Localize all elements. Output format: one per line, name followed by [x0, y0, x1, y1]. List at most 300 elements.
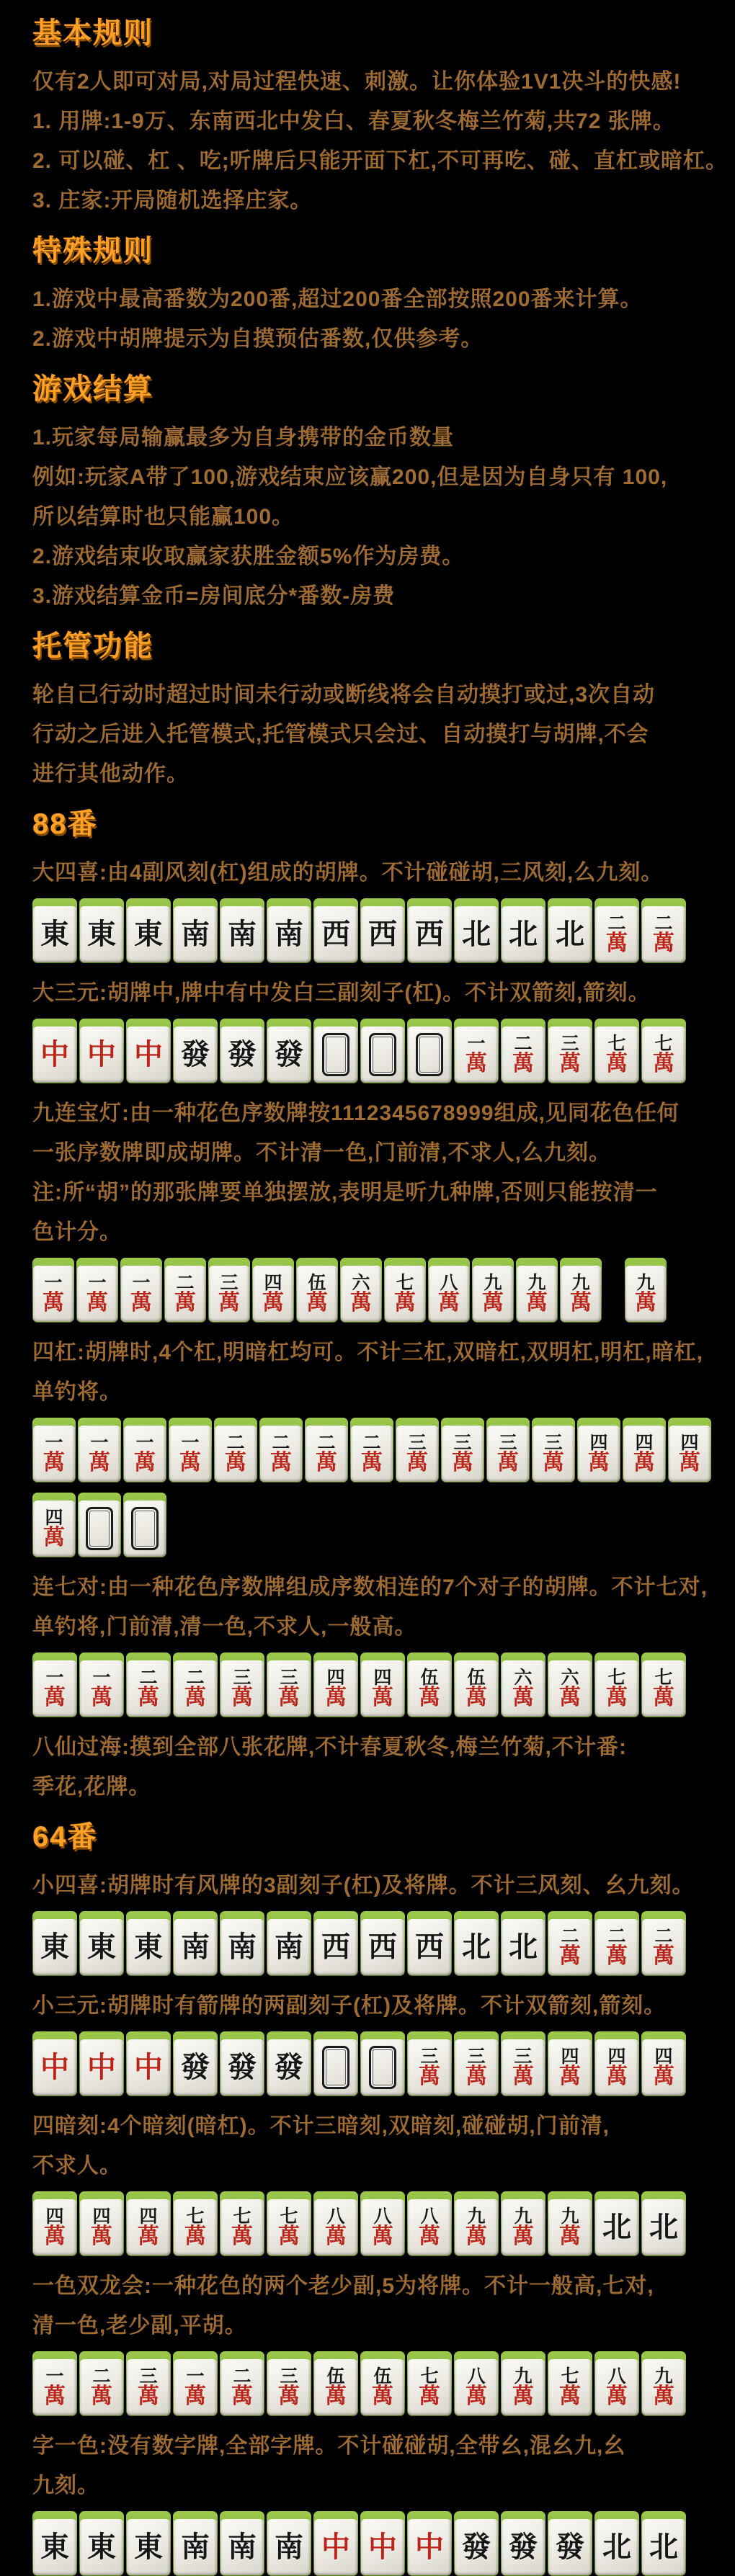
tile-face — [533, 1426, 574, 1482]
tile-face — [260, 1426, 302, 1482]
tile-face — [314, 1660, 357, 1717]
wan-glyph: 萬 — [419, 2384, 440, 2409]
tile-wan-3 — [396, 1418, 439, 1482]
wan-glyph: 萬 — [44, 1685, 66, 1710]
tile-wan-9 — [548, 2191, 592, 2256]
tile-face — [548, 2519, 592, 2575]
tile-number-glyph: 九 — [527, 1272, 546, 1293]
wan-glyph: 萬 — [316, 1450, 337, 1475]
tile-face — [33, 1027, 76, 1083]
tile-face — [642, 2519, 685, 2575]
tile-south-wind — [173, 2511, 218, 2576]
wan-glyph: 萬 — [466, 2224, 487, 2249]
tile-face — [642, 2199, 685, 2255]
wan-glyph: 萬 — [606, 931, 628, 956]
tile-face — [33, 1501, 75, 1557]
wan-glyph: 萬 — [89, 1450, 110, 1475]
wan-glyph: 萬 — [653, 1051, 674, 1076]
rule-text-line: 2.游戏中胡牌提示为自摸预估番数,仅供参考。 — [32, 327, 484, 351]
tile-face — [220, 906, 264, 962]
tile-face — [33, 2359, 76, 2415]
tile-number-glyph: 四 — [326, 1667, 345, 1688]
wan-glyph: 萬 — [606, 1051, 628, 1076]
tile-face — [174, 906, 217, 962]
tile-face — [127, 1027, 170, 1083]
tile-face — [267, 1027, 311, 1083]
tile-west-wind — [313, 1911, 358, 1976]
tile-wan-1 — [32, 1258, 74, 1323]
rule-text-line: 仅有2人即可对局,对局过程快速、刺激。让你体验1V1决斗的快感! — [32, 70, 682, 94]
tile-wan-9 — [501, 2351, 545, 2416]
section-heading-game-settlement: 游戏结算 — [32, 373, 153, 405]
tile-wan-1 — [32, 1653, 77, 1717]
tile-number-glyph: 一 — [132, 1272, 151, 1293]
tile-honor-glyph: 西 — [415, 917, 444, 951]
tile-face — [80, 2359, 123, 2415]
wan-glyph: 萬 — [350, 1290, 372, 1315]
tile-number-glyph: 二 — [186, 1667, 205, 1688]
tile-face — [33, 2039, 76, 2096]
tile-wan-8 — [594, 2351, 639, 2416]
tile-honor-glyph: 東 — [134, 1930, 163, 1964]
wan-glyph: 萬 — [278, 1685, 300, 1710]
rule-text-line: 轮自己行动时超过时间未行动或断线将会自动摸打或过,3次自动 — [32, 683, 656, 707]
tile-wan-2 — [164, 1258, 206, 1323]
tile-honor-glyph: 西 — [368, 917, 397, 951]
tile-number-glyph: 三 — [453, 1432, 472, 1453]
rule-text-line: 连七对:由一种花色序数牌组成序数相连的7个对子的胡牌。不计七对, — [32, 1575, 708, 1599]
tile-green-dragon — [173, 2031, 218, 2096]
wan-glyph: 萬 — [231, 2384, 253, 2409]
tile-number-glyph: 四 — [589, 1432, 608, 1453]
tile-number-glyph: 一 — [181, 1432, 200, 1453]
tile-east-wind — [32, 2511, 77, 2576]
tile-wan-5 — [296, 1258, 338, 1323]
tile-wan-2 — [305, 1418, 348, 1482]
tile-number-glyph: 九 — [514, 2366, 533, 2387]
wan-glyph: 萬 — [43, 1450, 65, 1475]
tile-number-glyph: 一 — [45, 2366, 64, 2387]
wan-glyph: 萬 — [606, 2064, 628, 2089]
tile-east-wind — [79, 898, 124, 963]
tile-wan-2 — [594, 1911, 639, 1976]
tile-face — [455, 1919, 498, 1975]
tile-face — [33, 906, 76, 962]
tile-face — [595, 1660, 638, 1717]
wan-glyph: 萬 — [512, 2384, 534, 2409]
tile-honor-glyph: 發 — [275, 2050, 303, 2084]
wan-glyph: 萬 — [231, 2224, 253, 2249]
wan-glyph: 萬 — [419, 2224, 440, 2249]
wan-glyph: 萬 — [543, 1450, 564, 1475]
tile-white-dragon — [78, 1493, 121, 1557]
tile-wan-4 — [79, 2191, 124, 2256]
tile-face — [220, 1660, 264, 1717]
rule-text-line: 单钓将,门前清,清一色,不求人,一般高。 — [32, 1615, 417, 1639]
tile-south-wind — [267, 1911, 311, 1976]
tile-number-glyph: 八 — [373, 2206, 392, 2227]
tile-face — [502, 2199, 545, 2255]
wan-glyph: 萬 — [278, 2224, 300, 2249]
tile-face — [595, 2199, 638, 2255]
tile-number-glyph: 八 — [467, 2366, 486, 2387]
tile-face — [408, 2359, 451, 2415]
tile-honor-glyph: 西 — [321, 1930, 350, 1964]
rule-text-line: 大四喜:由4副风刻(杠)组成的胡牌。不计碰碰胡,三风刻,么九刻。 — [32, 861, 664, 885]
tile-face — [314, 906, 357, 962]
tile-face — [165, 1266, 205, 1322]
tile-honor-glyph: 東 — [40, 917, 69, 951]
tile-east-wind — [32, 898, 77, 963]
tile-face — [33, 1919, 76, 1975]
tile-wan-5 — [313, 2351, 358, 2416]
tile-wan-7 — [173, 2191, 218, 2256]
tile-face — [595, 2359, 638, 2415]
wan-glyph: 萬 — [497, 1450, 519, 1475]
tile-face — [487, 1426, 529, 1482]
tile-face — [80, 1027, 123, 1083]
tile-honor-glyph: 中 — [40, 2050, 69, 2084]
tile-honor-glyph: 中 — [415, 2530, 444, 2564]
tile-number-glyph: 四 — [45, 2206, 64, 2227]
tile-face — [361, 2519, 404, 2575]
wan-glyph: 萬 — [184, 2224, 206, 2249]
tile-number-glyph: 三 — [514, 2046, 533, 2067]
tile-face — [174, 2039, 217, 2096]
section-heading-fan-64: 64番 — [32, 1821, 98, 1853]
tile-face — [361, 906, 404, 962]
tile-west-wind — [360, 1911, 405, 1976]
tile-number-glyph: 一 — [44, 1272, 63, 1293]
wan-glyph: 萬 — [653, 931, 674, 956]
tile-number-glyph: 三 — [139, 2366, 158, 2387]
tile-face — [502, 906, 545, 962]
tile-wan-2 — [259, 1418, 303, 1482]
tile-wan-4 — [623, 1418, 666, 1482]
tile-face — [215, 1426, 257, 1482]
white-dragon-frame — [369, 2046, 396, 2089]
rule-text-line: 一张序数牌即成胡牌。不计清一色,门前清,不求人,么九刻。 — [32, 1141, 612, 1165]
tile-number-glyph: 三 — [420, 2046, 439, 2067]
tile-face — [455, 906, 498, 962]
tile-honor-glyph: 南 — [228, 1930, 257, 1964]
wan-glyph: 萬 — [325, 2224, 347, 2249]
tile-number-glyph: 二 — [362, 1432, 381, 1453]
tile-face — [408, 1027, 451, 1083]
tile-face — [408, 1660, 451, 1717]
tile-face — [642, 2359, 685, 2415]
tile-wan-8 — [428, 1258, 470, 1323]
tile-honor-glyph: 東 — [40, 2530, 69, 2564]
rule-text-line: 行动之后进入托管模式,托管模式只会过、自动摸打与胡牌,不会 — [32, 723, 649, 746]
wan-glyph: 萬 — [134, 1450, 156, 1475]
wan-glyph: 萬 — [174, 1290, 196, 1315]
tile-face — [127, 906, 170, 962]
tile-red-dragon — [32, 1019, 77, 1083]
tile-white-dragon — [313, 2031, 358, 2096]
tile-face — [642, 906, 685, 962]
tile-number-glyph: 二 — [233, 2366, 251, 2387]
tile-wan-8 — [454, 2351, 499, 2416]
tile-number-glyph: 七 — [233, 2206, 251, 2227]
tile-face — [517, 1266, 557, 1322]
wan-glyph: 萬 — [452, 1450, 473, 1475]
tile-honor-glyph: 北 — [462, 917, 491, 951]
tile-wan-2 — [548, 1911, 592, 1976]
tile-wan-6 — [548, 1653, 592, 1717]
tile-number-glyph: 二 — [561, 1926, 579, 1946]
tile-wan-2 — [214, 1418, 257, 1482]
nine-gates-tiles — [32, 1258, 735, 1323]
tile-green-dragon — [548, 2511, 592, 2576]
tile-number-glyph: 七 — [186, 2206, 205, 2227]
tile-face — [220, 1919, 264, 1975]
tile-number-glyph: 八 — [420, 2206, 439, 2227]
wan-glyph: 萬 — [361, 1450, 383, 1475]
tile-face — [127, 1919, 170, 1975]
tile-north-wind — [454, 1911, 499, 1976]
tile-wan-9 — [501, 2191, 545, 2256]
wan-glyph: 萬 — [43, 1290, 64, 1315]
tile-honor-glyph: 北 — [462, 1930, 491, 1964]
tile-wan-3 — [441, 1418, 484, 1482]
tile-number-glyph: 三 — [544, 1432, 563, 1453]
tile-wan-4 — [126, 2191, 171, 2256]
tile-number-glyph: 七 — [280, 2206, 298, 2227]
tile-face — [595, 1919, 638, 1975]
tile-face — [33, 1426, 75, 1482]
tile-face — [561, 1266, 601, 1322]
tile-honor-glyph: 東 — [134, 917, 163, 951]
tile-east-wind — [32, 1911, 77, 1976]
wan-glyph: 萬 — [466, 1051, 487, 1076]
tile-wan-1 — [123, 1418, 166, 1482]
tile-face — [33, 1660, 76, 1717]
tile-face — [33, 2519, 76, 2575]
tile-east-wind — [126, 2511, 171, 2576]
tile-wan-7 — [594, 1653, 639, 1717]
wan-glyph: 萬 — [372, 2384, 393, 2409]
tile-face — [220, 2199, 264, 2255]
tile-wan-9 — [516, 1258, 558, 1323]
tile-face — [408, 2519, 451, 2575]
rule-text-line: 色计分。 — [32, 1220, 122, 1244]
tile-face — [267, 2519, 311, 2575]
tile-wan-3 — [208, 1258, 250, 1323]
rule-text-line: 3.游戏结算金币=房间底分*番数-房费 — [32, 584, 396, 608]
rule-text-line: 1.玩家每局输赢最多为自身携带的金币数量 — [32, 426, 455, 450]
tile-number-glyph: 二 — [607, 1926, 626, 1946]
tile-south-wind — [267, 898, 311, 963]
tile-number-glyph: 三 — [561, 1033, 579, 1054]
rule-text-line: 进行其他动作。 — [32, 762, 189, 786]
tile-north-wind — [594, 2511, 639, 2576]
tile-green-dragon — [267, 2031, 311, 2096]
wan-glyph: 萬 — [559, 2224, 581, 2249]
tile-number-glyph: 二 — [607, 913, 626, 934]
big-four-winds-tiles — [32, 898, 735, 963]
wan-glyph: 萬 — [86, 1290, 108, 1315]
tile-wan-1 — [76, 1258, 118, 1323]
tile-face — [361, 2039, 404, 2096]
tile-face — [209, 1266, 249, 1322]
tile-face — [174, 2199, 217, 2255]
tile-honor-glyph: 西 — [321, 917, 350, 951]
tile-wan-7 — [594, 1019, 639, 1083]
tile-face — [220, 2359, 264, 2415]
wan-glyph: 萬 — [394, 1290, 416, 1315]
tile-west-wind — [360, 898, 405, 963]
tile-number-glyph: 一 — [135, 1432, 154, 1453]
tile-west-wind — [407, 898, 452, 963]
tile-face — [33, 1266, 74, 1322]
tile-west-wind — [407, 1911, 452, 1976]
tile-number-glyph: 一 — [92, 1667, 111, 1688]
tile-south-wind — [220, 2511, 264, 2576]
wan-glyph: 萬 — [606, 2384, 628, 2409]
white-dragon-frame — [322, 2046, 349, 2089]
tile-face — [127, 2519, 170, 2575]
tile-white-dragon — [313, 1019, 358, 1083]
tile-face — [127, 2359, 170, 2415]
tile-wan-4 — [32, 2191, 77, 2256]
tile-face — [79, 1426, 120, 1482]
tile-wan-4 — [548, 2031, 592, 2096]
tile-face — [253, 1266, 293, 1322]
wan-glyph: 萬 — [179, 1450, 201, 1475]
tile-number-glyph: 四 — [264, 1272, 282, 1293]
four-kongs-tiles-row-1 — [32, 1418, 735, 1482]
tile-face — [361, 1027, 404, 1083]
tile-face — [548, 1660, 592, 1717]
tile-face — [314, 1919, 357, 1975]
tile-face — [642, 2039, 685, 2096]
tile-face — [455, 2359, 498, 2415]
tile-number-glyph: 四 — [373, 1667, 392, 1688]
tile-wan-2 — [501, 1019, 545, 1083]
wan-glyph: 萬 — [559, 1944, 581, 1969]
tile-number-glyph: 三 — [280, 1667, 298, 1688]
tile-wan-2 — [126, 1653, 171, 1717]
tile-honor-glyph: 北 — [602, 2210, 631, 2244]
tile-face — [396, 1426, 438, 1482]
tile-face — [127, 1660, 170, 1717]
tile-face — [220, 2039, 264, 2096]
tile-green-dragon — [267, 1019, 311, 1083]
rule-text-line: 八仙过海:摸到全部八张花牌,不计春夏秋冬,梅兰竹菊,不计番: — [32, 1735, 627, 1759]
tile-face — [124, 1426, 166, 1482]
tile-wan-1 — [79, 1653, 124, 1717]
tile-wan-3 — [407, 2031, 452, 2096]
tile-wan-3 — [486, 1418, 530, 1482]
tile-face — [642, 1660, 685, 1717]
tile-wan-6 — [501, 1653, 545, 1717]
wan-glyph: 萬 — [512, 1051, 534, 1076]
tile-face — [578, 1426, 620, 1482]
white-dragon-frame — [322, 1033, 349, 1076]
tile-honor-glyph: 南 — [181, 1930, 210, 1964]
tile-face — [595, 906, 638, 962]
tile-red-dragon — [407, 2511, 452, 2576]
tile-north-wind — [454, 898, 499, 963]
wan-glyph: 萬 — [306, 1290, 328, 1315]
wan-glyph: 萬 — [653, 2064, 674, 2089]
big-three-dragons-tiles — [32, 1019, 735, 1083]
tile-number-glyph: 三 — [233, 1667, 251, 1688]
tile-wan-7 — [407, 2351, 452, 2416]
tile-wan-4 — [360, 1653, 405, 1717]
tile-face — [267, 1660, 311, 1717]
tile-face — [174, 2359, 217, 2415]
section-heading-special-rules: 特殊规则 — [32, 235, 153, 267]
tile-number-glyph: 一 — [186, 2366, 205, 2387]
rule-text-line: 1.游戏中最高番数为200番,超过200番全部按照200番来计算。 — [32, 287, 643, 311]
tile-face — [502, 2519, 545, 2575]
tile-number-glyph: 伍 — [420, 1667, 439, 1688]
tile-honor-glyph: 東 — [87, 1930, 116, 1964]
tile-green-dragon — [454, 2511, 499, 2576]
wan-glyph: 萬 — [526, 1290, 548, 1315]
wan-glyph: 萬 — [512, 1685, 534, 1710]
wan-glyph: 萬 — [635, 1290, 656, 1315]
tile-number-glyph: 二 — [226, 1432, 245, 1453]
tile-face — [127, 2039, 170, 2096]
tile-wan-2 — [79, 2351, 124, 2416]
wan-glyph: 萬 — [653, 2384, 674, 2409]
tile-wan-2 — [173, 1653, 218, 1717]
wan-glyph: 萬 — [466, 2384, 487, 2409]
tile-wan-1 — [78, 1418, 121, 1482]
tile-face — [548, 2359, 592, 2415]
tile-face — [77, 1266, 117, 1322]
tile-face — [442, 1426, 484, 1482]
tile-honor-glyph: 中 — [134, 2050, 163, 2084]
tile-honor-glyph: 中 — [368, 2530, 397, 2564]
wan-glyph: 萬 — [43, 1525, 65, 1550]
tile-face — [625, 1266, 666, 1322]
rule-text-line: 九连宝灯:由一种花色序数牌按1112345678999组成,见同花色任何 — [32, 1101, 680, 1125]
tile-south-wind — [220, 1911, 264, 1976]
tile-wan-7 — [641, 1653, 686, 1717]
wan-glyph: 萬 — [653, 1685, 674, 1710]
tile-wan-3 — [267, 1653, 311, 1717]
tile-wan-7 — [267, 2191, 311, 2256]
wan-glyph: 萬 — [570, 1290, 592, 1315]
tile-honor-glyph: 北 — [556, 917, 584, 951]
wan-glyph: 萬 — [138, 2384, 159, 2409]
wan-glyph: 萬 — [466, 2064, 487, 2089]
tile-face — [314, 2199, 357, 2255]
tile-wan-4 — [32, 1493, 76, 1557]
tile-face — [361, 1660, 404, 1717]
tile-face — [502, 1027, 545, 1083]
wan-glyph: 萬 — [138, 2224, 159, 2249]
wan-glyph: 萬 — [262, 1290, 284, 1315]
tile-face — [127, 2199, 170, 2255]
tile-number-glyph: 三 — [220, 1272, 239, 1293]
tile-wan-6 — [340, 1258, 382, 1323]
tile-number-glyph: 二 — [139, 1667, 158, 1688]
tile-honor-glyph: 南 — [228, 917, 257, 951]
tile-east-wind — [79, 1911, 124, 1976]
tile-honor-glyph: 南 — [181, 2530, 210, 2564]
wan-glyph: 萬 — [184, 1685, 206, 1710]
tile-wan-4 — [668, 1418, 711, 1482]
tile-face — [595, 1027, 638, 1083]
tile-honor-glyph: 南 — [275, 917, 303, 951]
rule-text-line: 3. 庄家:开局随机选择庄家。 — [32, 189, 313, 213]
wan-glyph: 萬 — [633, 1450, 655, 1475]
